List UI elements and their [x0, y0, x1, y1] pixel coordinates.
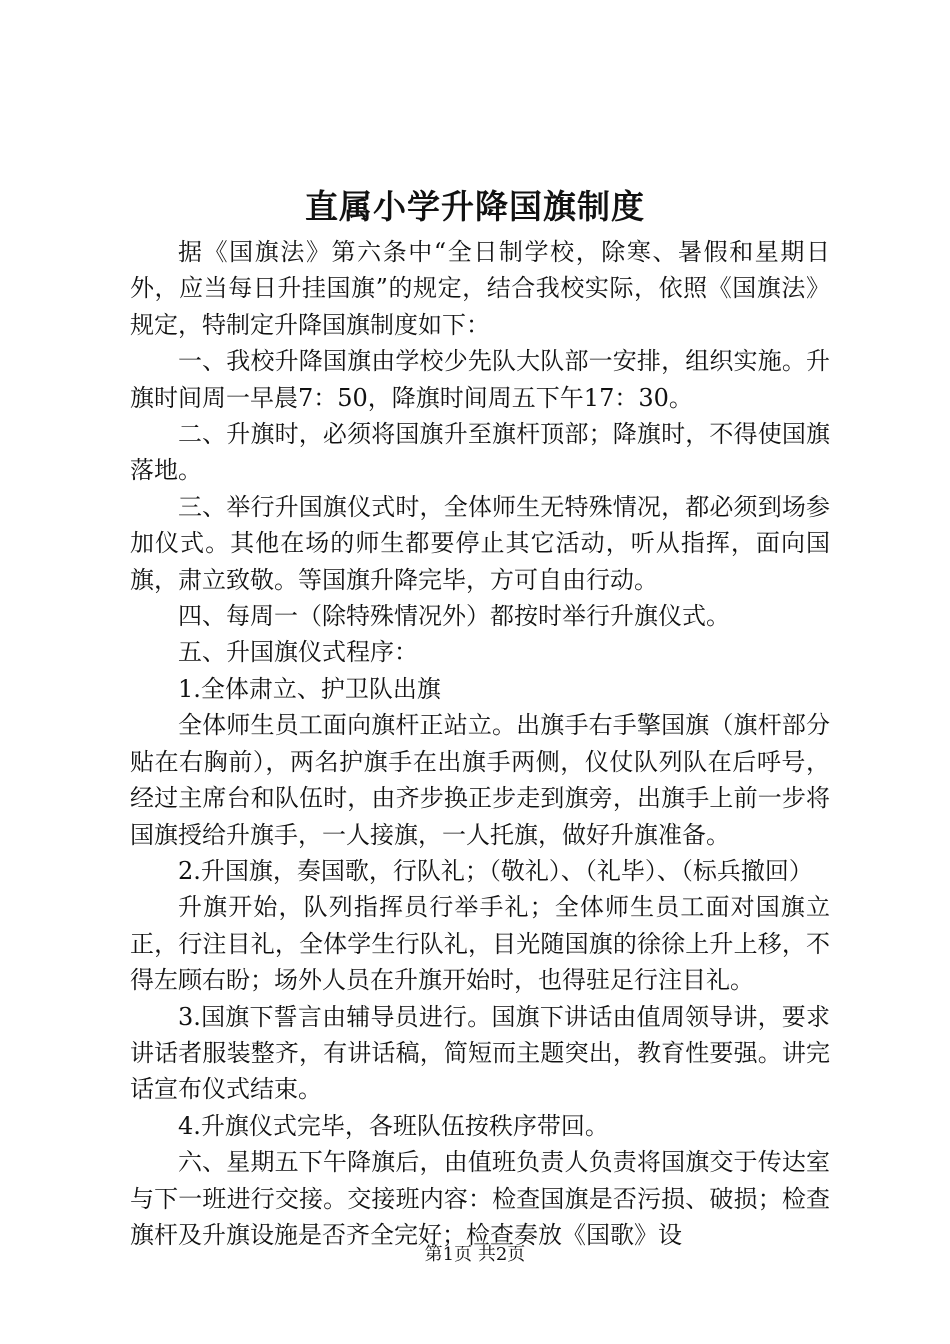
paragraph-step-4: 4.升旗仪式完毕，各班队伍按秩序带回。 — [178, 1111, 609, 1140]
paragraph-rule-6: 六、星期五下午降旗后，由值班负责人负责将国旗交于传达室与下一班进行交接。交接班内容：检查国旗是否污损、破损；检查旗杆及升旗设施是否齐全完好；检查奏放《国歌》设 — [130, 1148, 830, 1249]
paragraph-rule-3: 三、举行升国旗仪式时，全体师生无特殊情况，都必须到场参加仪式。其他在场的师生都要停止其它活动，听从指挥，面向国旗，肃立致敬。等国旗升降完毕，方可自由行动。 — [130, 492, 830, 594]
paragraph-step-2-body: 升旗开始，队列指挥员行举手礼；全体师生员工面对国旗立正，行注目礼，全体学生行队礼，目光随国旗的徐徐上升上移，不得左顾右盼；场外人员在升旗开始时，也得驻足行注目礼。 — [130, 893, 830, 995]
page-number-footer: 第1页 共2页 — [424, 1244, 526, 1265]
paragraph-step-1-body: 全体师生员工面向旗杆正站立。出旗手右手擎国旗（旗杆部分贴在右胸前），两名护旗手在出旗手两侧，仪仗队列队在后呼号，经过主席台和队伍时，由齐步换正步走到旗旁，出旗手上前一步将国旗授给升旗手，一人接旗，一人托旗，做好升旗准备。 — [130, 711, 830, 849]
paragraph-rule-5: 五、升国旗仪式程序： — [178, 638, 418, 667]
paragraph-rule-2: 二、升旗时，必须将国旗升至旗杆顶部；降旗时，不得使国旗落地。 — [130, 420, 830, 485]
paragraph-rule-4: 四、每周一（除特殊情况外）都按时举行升旗仪式。 — [178, 602, 730, 631]
document-body — [130, 234, 830, 1253]
paragraph-rule-1: 一、我校升降国旗由学校少先队大队部一安排，组织实施。升旗时间周一早晨7：50，降旗时间周五下午17：30。 — [130, 347, 830, 412]
paragraph-step-3: 3.国旗下誓言由辅导员进行。国旗下讲话由值周领导讲，要求讲话者服装整齐，有讲话稿，简短而主题突出，教育性要强。讲完话宣布仪式结束。 — [130, 1002, 830, 1104]
paragraph-step-1-heading: 1.全体肃立、护卫队出旗 — [178, 674, 441, 703]
paragraph-step-2-heading: 2.升国旗，奏国歌，行队礼；（敬礼）、（礼毕）、（标兵撤回） — [178, 856, 813, 885]
paragraph-preamble: 据《国旗法》第六条中“全日制学校，除寒、暑假和星期日外，应当每日升挂国旗”的规定，结合我校实际，依照《国旗法》规定，特制定升降国旗制度如下： — [130, 238, 830, 339]
document-title: 直属小学升降国旗制度 — [305, 187, 645, 226]
